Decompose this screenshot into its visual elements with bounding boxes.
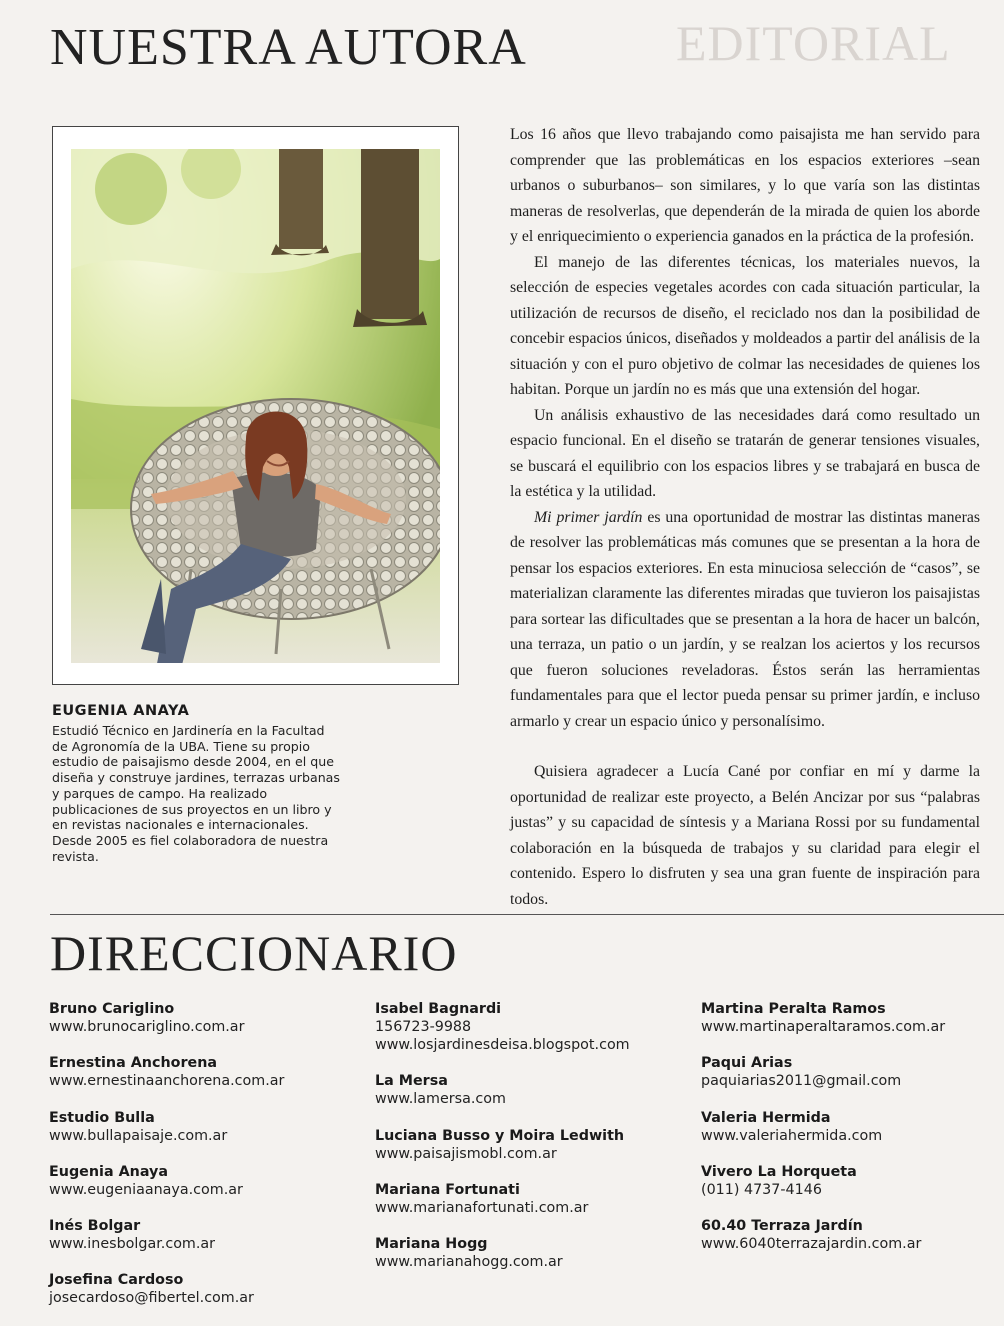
entry-name: Ernestina Anchorena (49, 1055, 218, 1072)
directory-entry (375, 1072, 630, 1126)
directory-entry (49, 1054, 284, 1108)
entry-name: Isabel Bagnardi (375, 1001, 502, 1017)
entry-name: Luciana Busso y Moira Ledwith (375, 1127, 625, 1144)
entry-contact[interactable]: www.brunocariglino.com.ar (49, 1019, 245, 1035)
directory-column-1 (49, 1000, 284, 1326)
bleed-through-heading: EDITORIAL (676, 15, 951, 71)
entry-contact[interactable]: www.paisajismobl.com.ar (375, 1145, 557, 1162)
directory-entry (49, 1217, 284, 1271)
entry-phone[interactable]: (011) 4737-4146 (701, 1181, 822, 1198)
author-text (510, 122, 980, 912)
entry-name: Paqui Arias (701, 1055, 793, 1072)
paragraph-2: El manejo de las diferentes técnicas, los materiales nuevos, la selección de especies vegetales acordes con cada situación particular, la utilización de recursos de diseño, el reciclado nos dan la posibilidad de concebir espacios únicos, diseñados y moldeados a partir del análisis de la situación y con el puro objetivo de colmar las necesidades de quienes los habitan. Porque un jardín no es más que una extensión del hogar. (510, 253, 980, 398)
directory-entry (701, 1109, 945, 1163)
directory-title: DIRECCIONARIO (50, 925, 458, 981)
entry-contact[interactable]: www.bullapaisaje.com.ar (49, 1127, 228, 1144)
directory-entry (375, 1235, 630, 1289)
entry-name: Estudio Bulla (49, 1109, 155, 1126)
paragraph-4-text: es una oportunidad de mostrar las distintas maneras de resolver las problemáticas más comunes que se presentan a la hora de pensar los espacios exteriores. En esta minuciosa selección de “casos”, se materializan claramente las diferentes miradas que tuvieron los paisajistas para sortear las dificultades que se presentan a la hora de hacer un balcón, una terraza, un patio o un jardín, y se realzan los aciertos y los recursos que fueron soluciones reveladoras. Éstos serán las herramientas fundamentales para que el lector pueda pensar su primer jardín, e incluso armarlo y crear un espacio único y personalísimo. (510, 508, 980, 730)
acknowledgements: Quisiera agradecer a Lucía Cané por confiar en mí y darme la oportunidad de realizar este proyecto, a Belén Ancizar por sus “palabras justas” y su capacidad de síntesis y a Mariana Rossi por su fundamental colaboración en la búsqueda de trabajos y su claridad para elegir el contenido. Espero lo disfruten y sea una gran fuente de inspiración para todos. (510, 763, 980, 908)
entry-name: Valeria Hermida (701, 1109, 831, 1126)
entry-name: Mariana Fortunati (375, 1181, 520, 1198)
entry-name: Bruno Cariglino (49, 1001, 175, 1017)
paragraph-4 (510, 505, 980, 735)
entry-name: Vivero La Horqueta (701, 1163, 857, 1180)
paragraph-1: Los 16 años que llevo trabajando como paisajista me han servido para comprender que las problemáticas en los espacios exteriores –sean urbanos o suburbanos– son similares, y lo que varía son las distintas maneras de resolverlas, que dependerán de la mirada de quien los aborde y el enriquecimiento o experiencia ganados en la práctica de la profesión. (510, 126, 980, 245)
entry-name: Eugenia Anaya (49, 1163, 168, 1180)
entry-contact[interactable]: www.lamersa.com (375, 1091, 506, 1108)
book-title: Mi primer jardín (534, 508, 643, 526)
directory-column-3 (701, 1000, 945, 1271)
directory-entry (701, 1000, 945, 1054)
author-bio: Estudió Técnico en Jardinería en la Facultad de Agronomía de la UBA. Tiene su propio estudio de paisajismo desde 2004, en el que diseña y construye jardines, terrazas urbanas y parques de campo. Ha realizado publicaciones de sus proyectos en un libro y en revistas nacionales e internacionales. Desde 2005 es fiel colaboradora de nuestra revista. (52, 723, 340, 864)
entry-contact[interactable]: www.valeriahermida.com (701, 1127, 883, 1144)
author-photo (71, 149, 440, 663)
directory-entry (375, 1181, 630, 1235)
entry-phone[interactable]: 156723-9988 (375, 1019, 472, 1035)
directory-entry (375, 1127, 630, 1181)
entry-name: Mariana Hogg (375, 1236, 488, 1253)
entry-contact[interactable]: www.martinaperaltaramos.com.ar (701, 1019, 946, 1035)
entry-contact[interactable]: www.eugeniaanaya.com.ar (49, 1181, 243, 1198)
directory-entry (49, 1109, 284, 1163)
entry-name: La Mersa (375, 1073, 448, 1090)
directory-entry (701, 1217, 945, 1271)
directory-entry (49, 1163, 284, 1217)
entry-contact[interactable]: josecardoso@fibertel.com.ar (49, 1290, 254, 1307)
author-name: EUGENIA ANAYA (52, 703, 190, 719)
directory-entry (701, 1163, 945, 1217)
entry-contact[interactable]: www.ernestinaanchorena.com.ar (49, 1073, 285, 1090)
section-title: NUESTRA AUTORA (50, 19, 527, 76)
entry-name: 60.40 Terraza Jardín (701, 1218, 863, 1235)
directory-entry (701, 1054, 945, 1108)
entry-contact[interactable]: www.losjardinesdeisa.blogspot.com (375, 1037, 630, 1053)
entry-contact[interactable]: www.6040terrazajardin.com.ar (701, 1236, 922, 1253)
entry-name: Inés Bolgar (49, 1218, 141, 1235)
directory-entry (375, 1000, 630, 1072)
entry-contact[interactable]: www.marianahogg.com.ar (375, 1254, 563, 1271)
entry-name: Martina Peralta Ramos (701, 1001, 886, 1017)
entry-contact[interactable]: www.marianafortunati.com.ar (375, 1199, 589, 1216)
directory-entry (49, 1000, 284, 1054)
author-photo-frame (52, 126, 459, 685)
section-divider (50, 914, 1004, 915)
entry-contact[interactable]: paquiarias2011@gmail.com (701, 1073, 902, 1090)
paragraph-3: Un análisis exhaustivo de las necesidades dará como resultado un espacio funcional. En el diseño se tratarán de generar tensiones visuales, se buscará el equilibrio con los espacios libres y se trabajará en busca de la estética y la utilidad. (510, 406, 980, 500)
entry-name: Josefina Cardoso (49, 1272, 184, 1289)
author-photo-illustration (71, 149, 440, 663)
entry-contact[interactable]: www.inesbolgar.com.ar (49, 1236, 216, 1253)
directory-column-2 (375, 1000, 630, 1289)
